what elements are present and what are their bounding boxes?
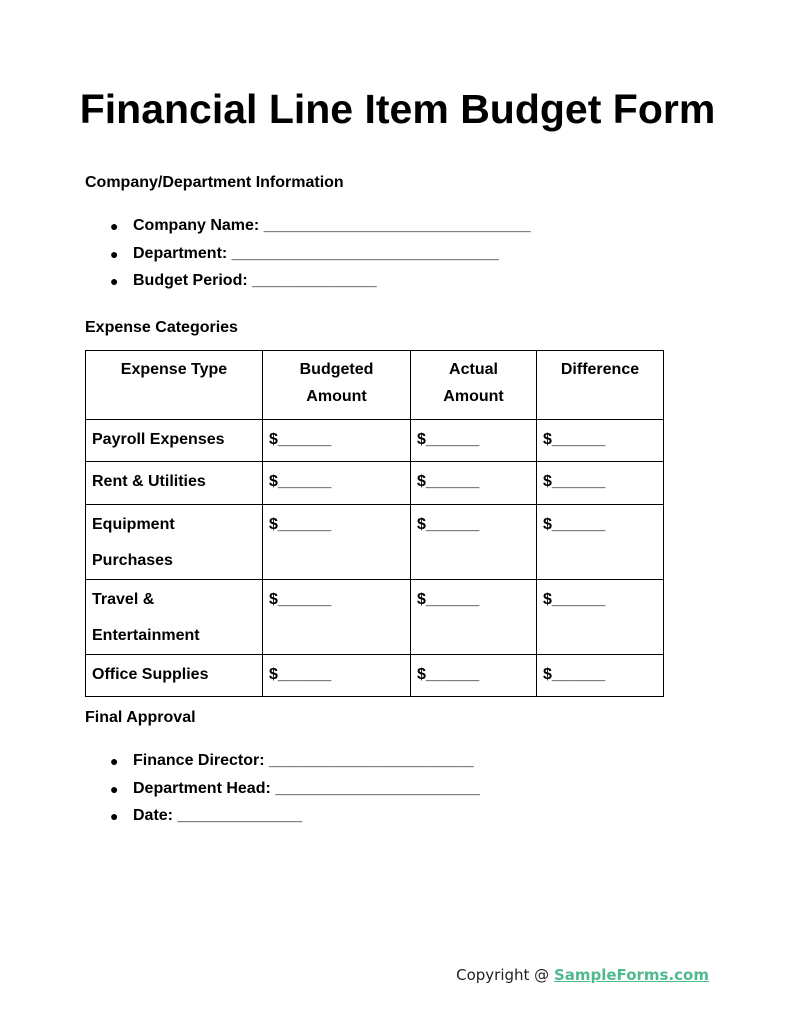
column-header-difference: Difference	[537, 351, 664, 420]
difference-cell[interactable]: $______	[537, 420, 664, 462]
department-field[interactable]: Department: ______________________________	[133, 244, 499, 262]
difference-cell[interactable]: $______	[537, 580, 664, 655]
expense-type-cell: Equipment Purchases	[86, 505, 263, 580]
budget-period-field[interactable]: Budget Period: ______________	[133, 272, 377, 289]
budgeted-amount-cell[interactable]: $______	[263, 505, 411, 580]
actual-amount-cell[interactable]: $______	[411, 655, 537, 697]
actual-amount-cell[interactable]: $______	[411, 580, 537, 655]
difference-cell[interactable]: $______	[537, 505, 664, 580]
copyright-footer	[456, 966, 709, 984]
brand-link[interactable]: SampleForms.com	[553, 966, 709, 984]
expense-type-cell: Payroll Expenses	[86, 420, 263, 462]
expense-table	[85, 350, 664, 697]
bullet-icon: ●	[110, 218, 119, 234]
table-row	[86, 580, 664, 655]
table-row	[86, 462, 664, 505]
bullet-icon: ●	[110, 245, 119, 262]
page-title: Financial Line Item Budget Form	[79, 86, 716, 132]
difference-cell[interactable]: $______	[537, 462, 664, 505]
bullet-icon: ●	[110, 753, 119, 769]
table-row	[86, 655, 664, 697]
table-row	[86, 505, 664, 580]
table-header-row	[86, 351, 664, 420]
bullet-icon: ●	[110, 780, 119, 797]
budgeted-amount-cell[interactable]: $______	[263, 580, 411, 655]
final-approval-heading: Final Approval	[85, 709, 196, 726]
actual-amount-cell[interactable]: $______	[411, 420, 537, 462]
list-item-date	[85, 805, 480, 833]
approval-list	[85, 750, 480, 833]
actual-amount-cell[interactable]: $______	[411, 462, 537, 505]
table-row	[86, 420, 664, 462]
budgeted-amount-cell[interactable]: $______	[263, 420, 411, 462]
company-name-field[interactable]: Company Name: ______________________________	[133, 217, 531, 234]
bullet-icon: ●	[110, 273, 119, 289]
list-item-department-head	[85, 778, 480, 806]
column-header-actual-amount: Actual Amount	[411, 351, 537, 420]
column-header-budgeted-amount: Budgeted Amount	[263, 351, 411, 420]
bullet-icon: ●	[110, 808, 119, 824]
copyright-text: Copyright @	[456, 966, 554, 984]
budgeted-amount-cell[interactable]: $______	[263, 655, 411, 697]
expense-type-cell: Rent & Utilities	[86, 462, 263, 505]
date-field[interactable]: Date: ______________	[133, 807, 303, 824]
list-item-department	[85, 243, 531, 271]
company-info-heading: Company/Department Information	[85, 174, 344, 191]
column-header-expense-type: Expense Type	[86, 351, 263, 420]
department-head-field[interactable]: Department Head: _______________________	[133, 779, 480, 797]
finance-director-field[interactable]: Finance Director: _______________________	[133, 752, 474, 769]
budgeted-amount-cell[interactable]: $______	[263, 462, 411, 505]
list-item-finance-director	[85, 750, 480, 778]
expense-categories-heading: Expense Categories	[85, 319, 238, 336]
company-info-list	[85, 215, 531, 298]
list-item-budget-period	[85, 270, 531, 298]
expense-type-cell: Travel & Entertainment	[86, 580, 263, 655]
actual-amount-cell[interactable]: $______	[411, 505, 537, 580]
expense-type-cell: Office Supplies	[86, 655, 263, 697]
list-item-company-name	[85, 215, 531, 243]
difference-cell[interactable]: $______	[537, 655, 664, 697]
